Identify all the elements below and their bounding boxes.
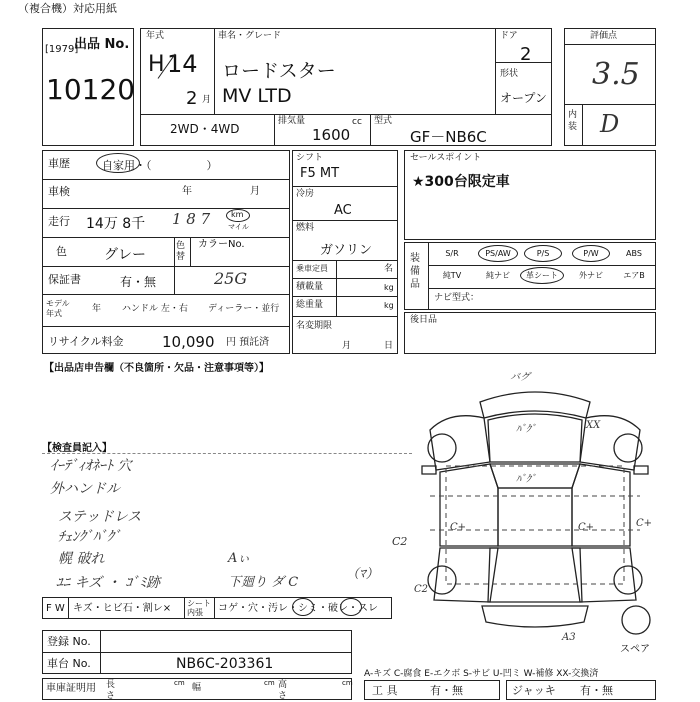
- dim-height-unit: cm: [342, 679, 353, 687]
- mark-bug-windshield: ﾊﾞｸﾞ: [516, 474, 536, 485]
- history-box: [42, 150, 290, 354]
- equip-sr: S/R: [445, 249, 459, 258]
- note-5: 幌 破れ: [58, 551, 105, 567]
- shape-label: 形状: [500, 69, 519, 79]
- equip-ps-aw: PS/AW: [485, 249, 511, 258]
- capacity-unit: 名: [384, 264, 394, 274]
- rename-month: 月: [342, 341, 352, 351]
- dim-width: 幅: [192, 683, 202, 693]
- weight-label: 総重量: [296, 300, 324, 310]
- lot-sub: [1979]: [45, 44, 79, 55]
- mark-c2-rear: C2: [414, 584, 429, 595]
- note-c2: C2: [392, 535, 408, 548]
- aftermarket-box: [404, 312, 656, 354]
- reg-label: 登録 No.: [47, 635, 91, 648]
- warranty-value: 有・無: [120, 275, 157, 289]
- shift-label: シフト: [296, 153, 324, 163]
- name-label: 車名・グレード: [218, 31, 282, 41]
- month-value: 2: [186, 88, 198, 109]
- tool-value: 有・無: [430, 684, 463, 697]
- mark-bug-hood: ﾊﾞｸﾞ: [516, 424, 536, 435]
- recycle-label: リサイクル料金: [48, 335, 124, 348]
- dim-length: 長さ: [106, 680, 116, 701]
- garage-label: 車庫証明用: [46, 683, 96, 694]
- color-no-value: 25G: [214, 269, 248, 288]
- color-no-label: カラーNo.: [198, 239, 245, 250]
- equip-pw: P/W: [583, 249, 599, 258]
- inspection-header: 【検査員記入】: [42, 443, 112, 454]
- inspection-label: 車検: [48, 185, 70, 198]
- note-extra-2: 下廻り ダ C: [228, 575, 299, 590]
- sales-label: セールスポイント: [410, 153, 482, 163]
- era: H: [148, 52, 165, 77]
- equip-leather: 革シート: [526, 271, 558, 280]
- equip-abs: ABS: [626, 249, 642, 258]
- model-year-label: モデル年式: [46, 299, 70, 318]
- spare-label: スペア: [620, 644, 650, 655]
- color-value: グレー: [104, 247, 146, 263]
- handle-value: ハンドル 左・右: [122, 304, 188, 314]
- fw-items: キズ・ヒビ石・割レ×: [73, 603, 172, 614]
- rename-day: 日: [384, 341, 394, 351]
- sales-box: [404, 150, 656, 240]
- lot-number: 10120: [46, 73, 136, 106]
- chassis-label: 車台 No.: [47, 657, 91, 670]
- shift-value: F5 MT: [300, 166, 340, 181]
- inspection-month: 月: [250, 186, 260, 197]
- door-label: ドア: [500, 31, 518, 41]
- navi-label: ナビ型式：: [434, 293, 480, 303]
- note-2: 外ハンドル: [50, 481, 120, 497]
- tool-label: 工 具: [372, 684, 398, 697]
- weight-unit: kg: [384, 301, 394, 310]
- equipment-label: 装備品: [410, 253, 420, 290]
- tear-circle: [340, 598, 362, 616]
- equip-ext-navi: 外ナビ: [579, 271, 603, 280]
- load-label: 積載量: [296, 282, 324, 292]
- mark-c-left: C+: [450, 522, 467, 533]
- rename-label: 名変期限: [296, 321, 333, 331]
- damage-legend: A-キズ C-腐食 E-エクボ S-サビ U-凹ミ W-補修 XX-交換済: [364, 669, 599, 679]
- mileage-label: 走行: [48, 215, 70, 228]
- note-3: ステッドレス: [58, 509, 142, 525]
- shape-value: オープン: [500, 91, 547, 105]
- mile-label: マイル: [228, 223, 249, 231]
- car-name: ロードスター: [222, 60, 336, 82]
- dim-width-unit: cm: [264, 679, 275, 687]
- score-label: 評価点: [590, 31, 618, 41]
- year-value: 14: [167, 50, 198, 78]
- inspection-year: 年: [182, 186, 192, 197]
- form-title: （複合機）対応用紙: [18, 2, 117, 15]
- disp-unit: cc: [352, 117, 362, 127]
- mark-a3-bumper: A3: [562, 632, 576, 643]
- mark-xx-fender: XX: [586, 420, 601, 431]
- car-grade: MV LTD: [222, 85, 292, 107]
- color-change-label: 色替: [176, 241, 186, 262]
- seat-label: シート内張: [187, 599, 211, 617]
- sales-point: ★300台限定車: [412, 174, 510, 190]
- note-4: ﾁｪﾝｸﾞﾊﾞｸﾞ: [58, 529, 121, 545]
- ac-label: 冷房: [296, 189, 315, 199]
- dim-length-unit: cm: [174, 679, 185, 687]
- month-unit: 月: [202, 95, 212, 105]
- dirt-circle: [292, 598, 314, 616]
- fuel-label: 燃料: [296, 223, 315, 233]
- note-extra-1: Aぃ: [228, 551, 251, 566]
- model-label: 型式: [374, 116, 393, 126]
- dim-height: 高さ: [278, 680, 288, 701]
- model-value: GF－NB6C: [410, 128, 487, 146]
- equip-ps: P/S: [536, 249, 550, 258]
- equip-tv: 純TV: [442, 271, 462, 280]
- door-value: 2: [520, 44, 532, 65]
- capacity-label: 乗車定員: [296, 264, 328, 273]
- model-year-unit: 年: [92, 304, 102, 314]
- year-label: 年式: [146, 31, 165, 41]
- mileage-hand: 1 8 7: [172, 210, 211, 228]
- recycle-unit: 円 預託済: [226, 337, 270, 348]
- lot-label: 出品 No.: [74, 37, 130, 52]
- equip-airbag: エアB: [623, 271, 645, 280]
- color-label: 色: [56, 245, 67, 258]
- note-1: ｲｰﾃﾞｨｵﾈｰﾄ 穴: [50, 458, 132, 474]
- fw-label: F W: [46, 603, 65, 614]
- notes-header: 【出品店申告欄（不良箇所・欠品・注意事項等）】: [44, 363, 269, 374]
- seat-items: コゲ・穴・汚レ・シミ・破レ・スレ: [218, 603, 378, 614]
- displacement: 1600: [312, 126, 351, 144]
- dealer-value: ディーラー・並行: [208, 304, 280, 314]
- history-options: 自家用・（ ）: [102, 159, 218, 172]
- chassis-value: NB6C-203361: [176, 656, 274, 672]
- car-damage-diagram: [410, 370, 670, 660]
- mark-c-right: C+: [578, 522, 595, 533]
- score-overall: 3.5: [592, 57, 640, 92]
- equip-navi: 純ナビ: [486, 271, 510, 280]
- mark-c-far-right: C+: [636, 518, 653, 529]
- warranty-label: 保証書: [48, 273, 81, 286]
- jack-label: ジャッキ: [512, 684, 556, 697]
- km-label: km: [231, 210, 244, 219]
- aftermarket-label: 後日品: [410, 315, 438, 325]
- note-extra-3: （ﾏ）: [346, 567, 379, 582]
- disp-label: 排気量: [278, 116, 306, 126]
- ac-value: AC: [334, 203, 352, 218]
- mileage-value: 14万 8千: [86, 216, 146, 232]
- history-label: 車歴: [48, 157, 70, 170]
- jack-value: 有・無: [580, 684, 613, 697]
- interior-score: D: [600, 110, 620, 138]
- mark-bug-bumper: バグ: [510, 372, 530, 383]
- note-6: ﾕﾆ キズ ・ ｺﾞﾐ跡: [56, 575, 161, 591]
- recycle-value: 10,090: [162, 333, 215, 351]
- fuel-value: ガソリン: [320, 243, 373, 258]
- interior-label: 内装: [568, 110, 578, 132]
- drive: 2WD・4WD: [170, 122, 240, 136]
- load-unit: kg: [384, 283, 394, 292]
